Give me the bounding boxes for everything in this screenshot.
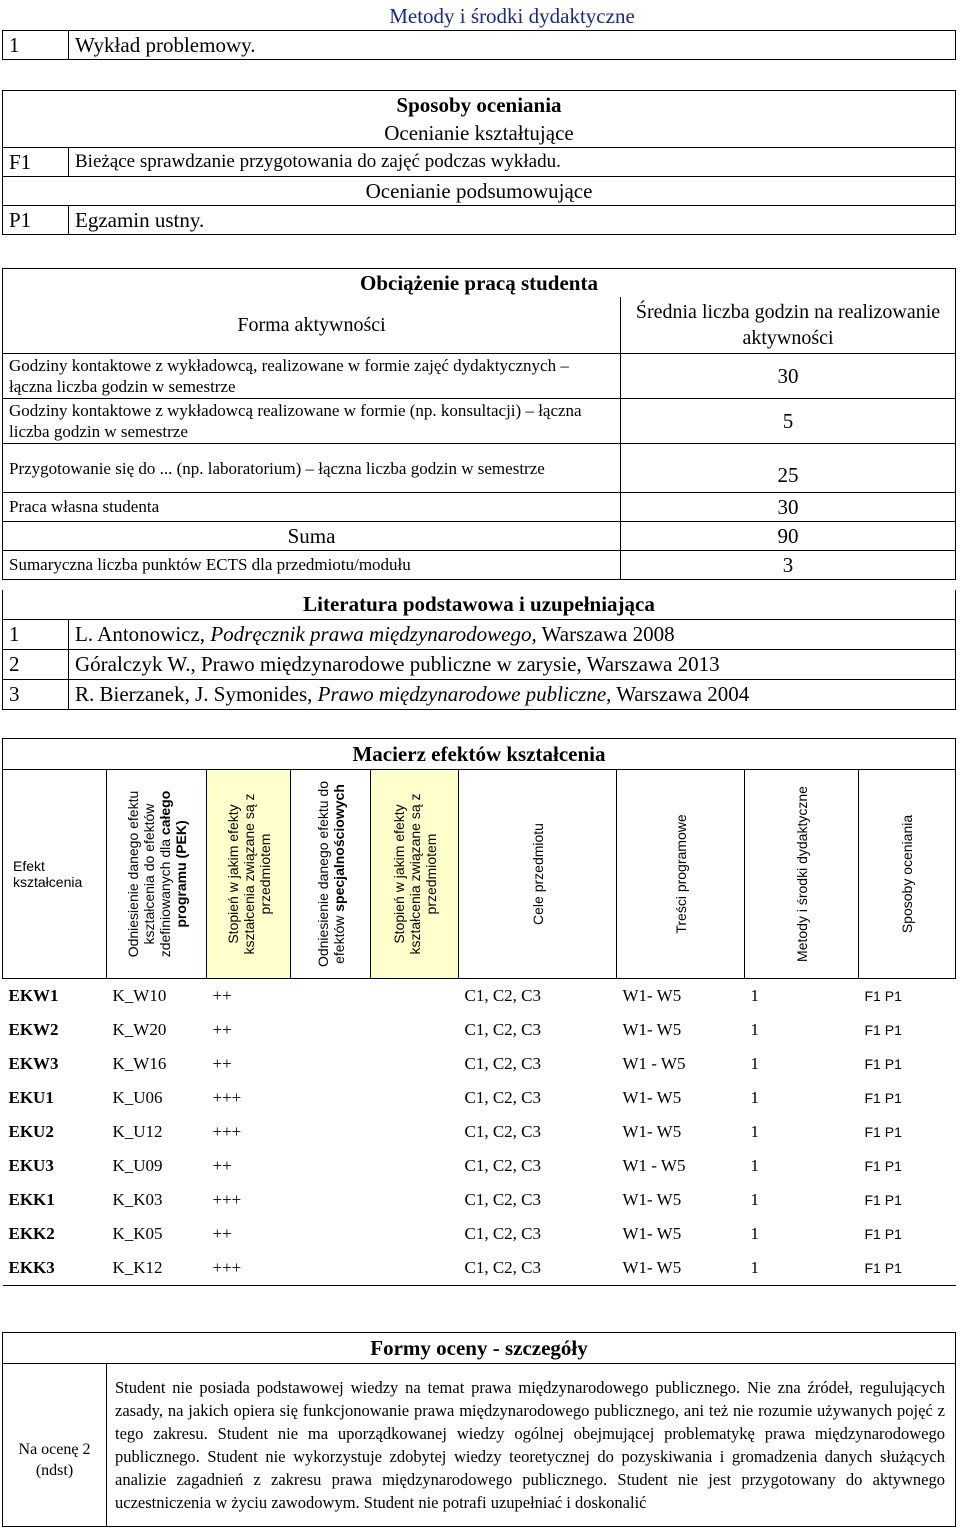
matrix-cell-tresci: W1 - W5 <box>622 1156 686 1175</box>
matrix-cell-pek: K_W20 <box>112 1020 167 1039</box>
matrix-cell-sposoby: F1 P1 <box>864 1022 902 1038</box>
matrix-header-stopien-spec: Stopień w jakim efekty kształcenia związane są z przedmiotem <box>371 770 459 979</box>
grading-table <box>2 1332 956 1527</box>
matrix-cell-sposoby: F1 P1 <box>864 1090 902 1106</box>
matrix-cell-cele: C1, C2, C3 <box>464 1020 542 1039</box>
matrix-cell-sposoby: F1 P1 <box>864 1158 902 1174</box>
matrix-cell-stopien: +++ <box>212 1122 242 1141</box>
matrix-header-spec: Odniesienie danego efektu do efektów specjalnościowych <box>291 770 371 979</box>
matrix-cell-metody: 1 <box>750 1020 759 1039</box>
formative-title: Ocenianie kształtujące <box>3 119 956 148</box>
matrix-cell-metody: 1 <box>750 1054 759 1073</box>
matrix-cell-stopien: +++ <box>207 1251 291 1286</box>
matrix-cell-efekt: EKK1 <box>8 1190 55 1209</box>
workload-row-label: Praca własna studenta <box>3 493 621 522</box>
matrix-cell-stopien: +++ <box>212 1088 242 1107</box>
grading-title: Formy oceny - szczegóły <box>3 1333 956 1364</box>
table-row <box>3 979 956 1014</box>
matrix-cell-metody: 1 <box>750 1122 759 1141</box>
formative-text: Bieżące sprawdzanie przygotowania do zajęć podczas wykładu. <box>69 148 956 177</box>
matrix-cell-metody: 1 <box>750 1224 759 1243</box>
workload-row-label: Przygotowanie się do ... (np. laboratorium) – łączna liczba godzin w semestrze <box>3 444 621 493</box>
sposoby-table <box>2 90 956 235</box>
matrix-cell-metody: 1 <box>750 1156 759 1175</box>
literature-title: Literatura podstawowa i uzupełniająca <box>3 590 956 620</box>
table-row <box>3 1251 956 1286</box>
matrix-cell-cele: C1, C2, C3 <box>464 1190 542 1209</box>
matrix-cell-efekt: EKK3 <box>3 1251 107 1286</box>
matrix-cell-cele: C1, C2, C3 <box>464 986 542 1005</box>
literature-table <box>2 590 956 710</box>
metody-code: 1 <box>3 31 69 60</box>
matrix-cell-tresci: W1- W5 <box>622 1224 682 1243</box>
matrix-cell-pek: K_K05 <box>112 1224 163 1243</box>
matrix-cell-tresci: W1 - W5 <box>622 1054 686 1073</box>
literature-num: 1 <box>3 620 69 650</box>
matrix-cell-cele: C1, C2, C3 <box>459 1251 617 1286</box>
matrix-cell-cele: C1, C2, C3 <box>464 1088 542 1107</box>
matrix-cell-cele: C1, C2, C3 <box>464 1122 542 1141</box>
matrix-cell-efekt: EKU3 <box>8 1156 54 1175</box>
matrix-cell-tresci: W1- W5 <box>622 1088 682 1107</box>
matrix-cell-tresci: W1- W5 <box>617 1251 745 1286</box>
table-row <box>3 1149 956 1183</box>
matrix-cell-metody: 1 <box>745 1251 859 1286</box>
grade-label: Na ocenę 2 (ndst) <box>3 1364 107 1527</box>
metody-table <box>2 2 956 60</box>
matrix-cell-pek: K_W16 <box>112 1054 167 1073</box>
literature-num: 3 <box>3 680 69 710</box>
table-row <box>3 1081 956 1115</box>
matrix-cell-pek: K_K03 <box>112 1190 163 1209</box>
matrix-header-tresci: Treści programowe <box>617 770 745 979</box>
matrix-cell-metody: 1 <box>750 986 759 1005</box>
matrix-cell-efekt: EKU1 <box>8 1088 54 1107</box>
matrix-cell-pek: K_K12 <box>107 1251 207 1286</box>
workload-sum-label: Suma <box>3 522 621 551</box>
workload-row-value: 30 <box>621 354 956 399</box>
workload-sum-value: 90 <box>621 522 956 551</box>
matrix-cell-sposoby: F1 P1 <box>859 1251 956 1286</box>
workload-table <box>2 268 956 580</box>
literature-item: L. Antonowicz, Podręcznik prawa międzynarodowego, Warszawa 2008 <box>69 620 956 650</box>
table-row <box>3 1183 956 1217</box>
table-row <box>3 1013 956 1047</box>
matrix-cell-sposoby: F1 P1 <box>864 1192 902 1208</box>
summative-title: Ocenianie podsumowujące <box>3 177 956 206</box>
matrix-cell-tresci: W1- W5 <box>622 1190 682 1209</box>
matrix-header-stopien: Stopień w jakim efekty kształcenia związane są z przedmiotem <box>207 770 291 979</box>
matrix-cell-tresci: W1- W5 <box>622 1122 682 1141</box>
matrix-cell-pek: K_U12 <box>112 1122 163 1141</box>
workload-col1-header: Forma aktywności <box>3 297 621 354</box>
matrix-cell-stopien: ++ <box>212 1224 232 1243</box>
matrix-cell-stopien: ++ <box>212 1020 232 1039</box>
summative-text: Egzamin ustny. <box>69 206 956 235</box>
matrix-table <box>2 738 956 1286</box>
matrix-cell-tresci: W1- W5 <box>622 986 682 1005</box>
matrix-cell-tresci: W1- W5 <box>622 1020 682 1039</box>
matrix-cell-cele: C1, C2, C3 <box>464 1224 542 1243</box>
sposoby-title: Sposoby oceniania <box>3 91 956 120</box>
matrix-cell-efekt: EKU2 <box>8 1122 54 1141</box>
matrix-cell-efekt: EKK2 <box>8 1224 55 1243</box>
matrix-cell-pek: K_U09 <box>112 1156 163 1175</box>
literature-item: Góralczyk W., Prawo międzynarodowe publiczne w zarysie, Warszawa 2013 <box>69 650 956 680</box>
matrix-cell-metody: 1 <box>750 1088 759 1107</box>
matrix-cell-metody: 1 <box>750 1190 759 1209</box>
literature-num: 2 <box>3 650 69 680</box>
matrix-cell-stopien: +++ <box>212 1190 242 1209</box>
formative-code: F1 <box>3 148 69 177</box>
table-row <box>3 1047 956 1081</box>
workload-row-label: Godziny kontaktowe z wykładowcą realizowane w formie (np. konsultacji) – łączna liczba godzin w semestrze <box>3 399 621 444</box>
matrix-cell-sposoby: F1 P1 <box>864 1124 902 1140</box>
matrix-cell-efekt: EKW2 <box>8 1020 59 1039</box>
matrix-cell-pek: K_W10 <box>112 986 167 1005</box>
workload-row-value: 25 <box>621 444 956 493</box>
matrix-cell-sposoby: F1 P1 <box>864 1056 902 1072</box>
matrix-cell-sposoby: F1 P1 <box>864 1226 902 1242</box>
grade-description: Student nie posiada podstawowej wiedzy na temat prawa międzynarodowego publicznego. Nie zna źródeł, regulujących zasady, na jakich opiera się funkcjonowanie prawa międzynarodowego publicznego, ani też nie rozumie używanych pojęć z tego zakresu. Student nie ma uporządkowanej wiedzy ogólnej obejmującej problematykę prawa międzynarodowego publicznego. Student nie wykorzystuje zdobytej wiedzy teoretycznej do pozyskiwania i gromadzenia danych służących analizie zagadnień z zakresu prawa międzynarodowego publicznego. Student nie jest przygotowany do aktywnego uczestniczenia w życiu zawodowym. Student nie potrafi uzupełniać i doskonalić <box>107 1364 956 1527</box>
workload-row-value: 5 <box>621 399 956 444</box>
matrix-cell-cele: C1, C2, C3 <box>464 1054 542 1073</box>
matrix-cell-efekt: EKW3 <box>8 1054 59 1073</box>
table-row <box>3 1217 956 1251</box>
ects-label: Sumaryczna liczba punktów ECTS dla przedmiotu/modułu <box>3 551 621 580</box>
literature-item: R. Bierzanek, J. Symonides, Prawo międzynarodowe publiczne, Warszawa 2004 <box>69 680 956 710</box>
ects-value: 3 <box>621 551 956 580</box>
workload-col2-header: Średnia liczba godzin na realizowanie aktywności <box>621 297 956 354</box>
metody-text: Wykład problemowy. <box>69 31 956 60</box>
matrix-header-cele: Cele przedmiotu <box>459 770 617 979</box>
matrix-header-pek: Odniesienie danego efektu kształcenia do efektów zdefiniowanych dla całego programu (PEK) <box>107 770 207 979</box>
matrix-header-metody: Metody i środki dydaktyczne <box>745 770 859 979</box>
matrix-cell-cele: C1, C2, C3 <box>464 1156 542 1175</box>
workload-title: Obciążenie pracą studenta <box>3 269 956 298</box>
matrix-header-efekt: Efekt kształcenia <box>3 770 107 979</box>
matrix-cell-efekt: EKW1 <box>8 986 59 1005</box>
matrix-cell-pek: K_U06 <box>112 1088 163 1107</box>
workload-row-label: Godziny kontaktowe z wykładowcą, realizowane w formie zajęć dydaktycznych – łączna liczba godzin w semestrze <box>3 354 621 399</box>
matrix-title: Macierz efektów kształcenia <box>3 739 956 770</box>
matrix-header-sposoby: Sposoby oceniania <box>859 770 956 979</box>
summative-code: P1 <box>3 206 69 235</box>
matrix-cell-stopien: ++ <box>212 1054 232 1073</box>
metody-title: Metody i środki dydaktyczne <box>389 3 635 28</box>
table-row <box>3 1115 956 1149</box>
matrix-cell-stopien: ++ <box>212 1156 232 1175</box>
workload-row-value: 30 <box>621 493 956 522</box>
matrix-cell-stopien: ++ <box>212 986 232 1005</box>
matrix-cell-sposoby: F1 P1 <box>864 988 902 1004</box>
